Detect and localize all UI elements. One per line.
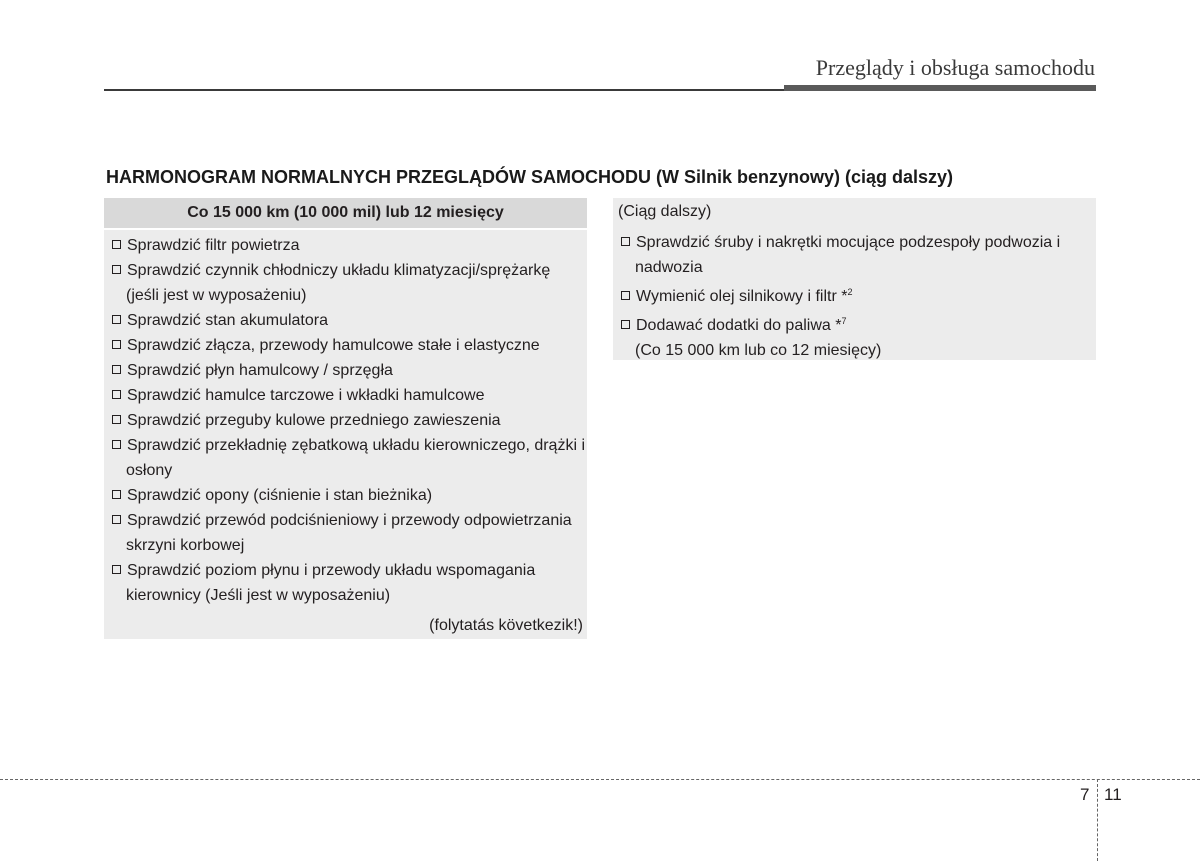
list-item: Sprawdzić przeguby kulowe przedniego zawieszenia xyxy=(104,408,587,433)
list-item: Sprawdzić złącza, przewody hamulcowe stałe i elastyczne xyxy=(104,333,587,358)
list-item: Dodawać dodatki do paliwa *$^7$ xyxy=(613,309,1096,338)
page-number: 11 xyxy=(1104,785,1122,804)
interval-note: (Co 15 000 km lub co 12 miesięcy) xyxy=(635,342,882,359)
header-rule-thick xyxy=(784,85,1096,91)
checkbox-icon xyxy=(621,320,630,329)
footer-dashed-divider xyxy=(1097,779,1098,861)
checkbox-icon xyxy=(112,565,121,574)
footnote-marker: 2 xyxy=(847,287,853,297)
list-item: Sprawdzić płyn hamulcowy / sprzęgła xyxy=(104,358,587,383)
section-title: Przeglądy i obsługa samochodu xyxy=(815,55,1095,80)
list-item: Wymienić olej silnikowy i filtr *$^2$ xyxy=(613,280,1096,309)
checkbox-icon xyxy=(112,440,121,449)
right-schedule-box xyxy=(613,198,1096,360)
checkbox-icon xyxy=(112,415,121,424)
checkbox-icon xyxy=(621,237,630,246)
checkbox-icon xyxy=(112,365,121,374)
checkbox-icon xyxy=(112,315,121,324)
header-rule-thin xyxy=(104,89,784,91)
footer-dashed-rule xyxy=(0,779,1200,780)
checkbox-icon xyxy=(112,390,121,399)
main-heading: HARMONOGRAM NORMALNYCH PRZEGLĄDÓW SAMOCHODU (W Silnik benzynowy) (ciąg dalszy) xyxy=(106,167,954,187)
left-checklist xyxy=(104,230,587,608)
list-item: Sprawdzić hamulce tarczowe i wkładki hamulcowe xyxy=(104,383,587,408)
left-box-header: Co 15 000 km (10 000 mil) lub 12 miesięcy xyxy=(104,198,587,230)
list-item: Sprawdzić przewód podciśnieniowy i przewody odpowietrzania skrzyni korbowej xyxy=(104,508,587,558)
right-checklist xyxy=(613,224,1096,338)
checkbox-icon xyxy=(112,490,121,499)
checkbox-icon xyxy=(621,291,630,300)
list-item: Sprawdzić śruby i nakrętki mocujące podzespoły podwozia i nadwozia xyxy=(613,230,1096,280)
list-item: Sprawdzić czynnik chłodniczy układu klimatyzacji/sprężarkę (jeśli jest w wyposażeniu) xyxy=(104,258,587,308)
right-box-intro: (Ciąg dalszy) xyxy=(618,203,712,220)
chapter-number: 7 xyxy=(1080,785,1090,804)
checkbox-icon xyxy=(112,240,121,249)
list-item: Sprawdzić opony (ciśnienie i stan bieżnika) xyxy=(104,483,587,508)
list-item: Sprawdzić filtr powietrza xyxy=(104,233,587,258)
continued-note: (folytatás következik!) xyxy=(429,617,583,634)
checkbox-icon xyxy=(112,265,121,274)
footnote-marker: 7 xyxy=(841,316,847,326)
checkbox-icon xyxy=(112,340,121,349)
left-schedule-box xyxy=(104,198,587,639)
list-item: Sprawdzić przekładnię zębatkową układu kierowniczego, drążki i osłony xyxy=(104,433,587,483)
list-item: Sprawdzić stan akumulatora xyxy=(104,308,587,333)
list-item: Sprawdzić poziom płynu i przewody układu wspomagania kierownicy (Jeśli jest w wyposażeniu) xyxy=(104,558,587,608)
checkbox-icon xyxy=(112,515,121,524)
